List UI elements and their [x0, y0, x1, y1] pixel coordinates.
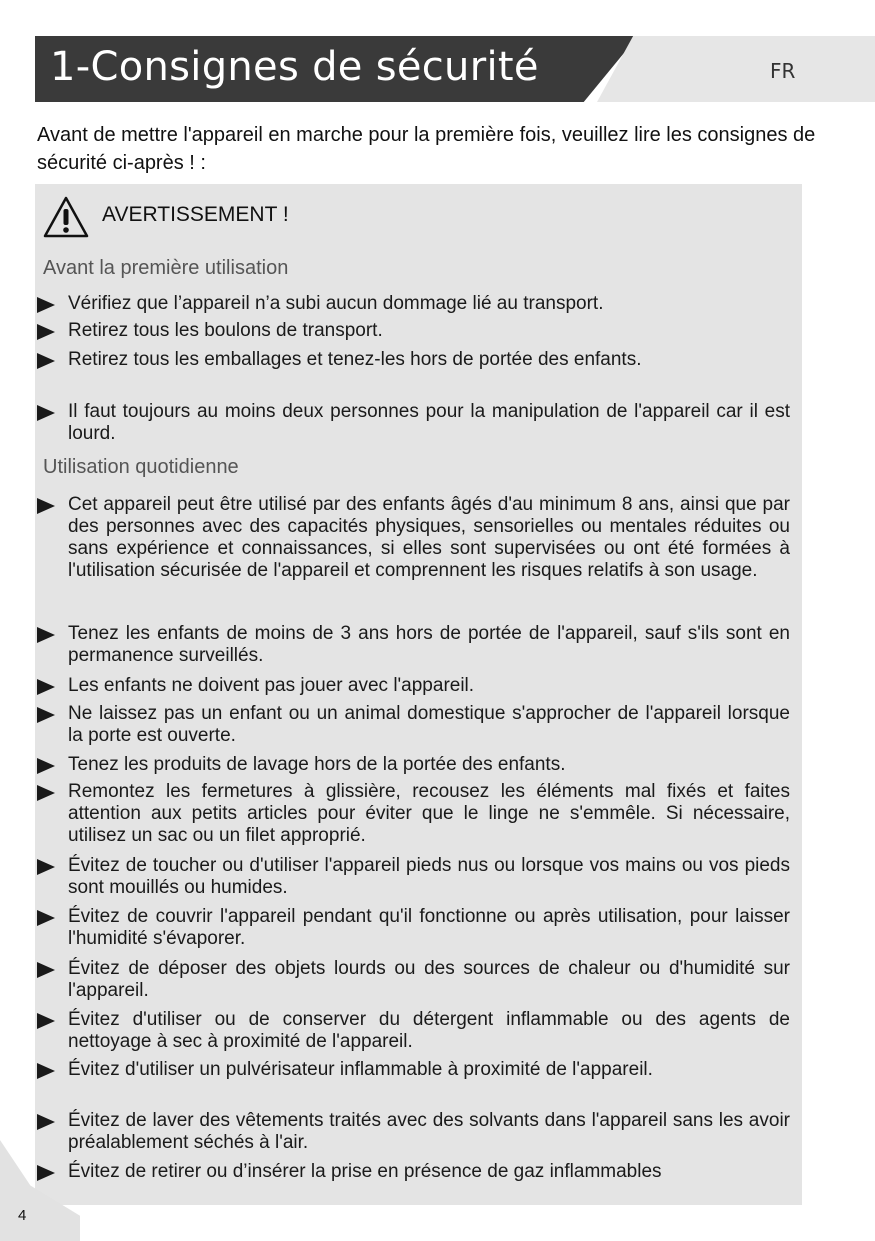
page-title: 1-Consignes de sécurité [50, 44, 539, 90]
bullet-arrow-icon [37, 353, 55, 369]
section-title: Avant la première utilisation [43, 257, 289, 279]
list-item: Tenez les produits de lavage hors de la portée des enfants. [37, 754, 790, 776]
intro-text: Avant de mettre l'appareil en marche pour la première fois, veuillez lire les consignes de sécurité ci-après ! : [37, 124, 816, 174]
bullet-arrow-icon [37, 910, 55, 926]
list-item: Ne laissez pas un enfant ou un animal domestique s'approcher de l'appareil lorsque la porte est ouverte. [37, 703, 790, 747]
list-item: Vérifiez que l’appareil n’a subi aucun dommage lié au transport. [37, 293, 790, 315]
list-item: Évitez de retirer ou d’insérer la prise en présence de gaz inflammables [37, 1161, 790, 1183]
bullet-arrow-icon [37, 405, 55, 421]
bullet-arrow-icon [37, 1063, 55, 1079]
list-item: Cet appareil peut être utilisé par des enfants âgés d'au minimum 8 ans, ainsi que par des personnes avec des capacités physiques, sensorielles ou mentales réduites ou sans expérience et connaissances, si elles sont supervisées ou ont été formées à l'utilisation sécurisée de l'appareil et comprennent les risques relatifs à son usage. [37, 494, 790, 582]
language-label: FR [770, 59, 796, 83]
bullet-arrow-icon [37, 707, 55, 723]
warning-triangle-icon [42, 195, 90, 239]
bullet-arrow-icon [37, 679, 55, 695]
bullet-arrow-icon [37, 785, 55, 801]
bullet-arrow-icon [37, 297, 55, 313]
bullet-arrow-icon [37, 324, 55, 340]
list-item: Les enfants ne doivent pas jouer avec l'appareil. [37, 675, 790, 697]
bullet-arrow-icon [37, 627, 55, 643]
bullet-arrow-icon [37, 758, 55, 774]
list-item: Tenez les enfants de moins de 3 ans hors de portée de l'appareil, sauf s'ils sont en permanence surveillés. [37, 623, 790, 667]
list-item: Il faut toujours au moins deux personnes pour la manipulation de l'appareil car il est lourd. [37, 401, 790, 445]
list-item: Évitez de toucher ou d'utiliser l'appareil pieds nus ou lorsque vos mains ou vos pieds sont mouillés ou humides. [37, 855, 790, 899]
bullet-arrow-icon [37, 1013, 55, 1029]
bullet-arrow-icon [37, 498, 55, 514]
bullet-arrow-icon [37, 1114, 55, 1130]
list-item: Retirez tous les emballages et tenez-les hors de portée des enfants. [37, 349, 790, 371]
language-tab [597, 36, 875, 102]
list-item: Évitez de couvrir l'appareil pendant qu'il fonctionne ou après utilisation, pour laisser l'humidité s'évaporer. [37, 906, 790, 950]
list-item: Remontez les fermetures à glissière, recousez les éléments mal fixés et faites attention aux petits articles pour éviter que le linge ne s'emmêle. Si nécessaire, utilisez un sac ou un filet approprié. [37, 781, 790, 847]
list-item: Évitez de laver des vêtements traités avec des solvants dans l'appareil sans les avoir préalablement séchés à l'air. [37, 1110, 790, 1154]
section-title: Utilisation quotidienne [43, 456, 239, 478]
bullet-arrow-icon [37, 962, 55, 978]
bullet-arrow-icon [37, 859, 55, 875]
list-item: Retirez tous les boulons de transport. [37, 320, 790, 342]
page-number: 4 [18, 1207, 27, 1224]
list-item: Évitez d'utiliser un pulvérisateur inflammable à proximité de l'appareil. [37, 1059, 790, 1081]
warning-label: AVERTISSEMENT ! [102, 203, 289, 226]
list-item: Évitez de déposer des objets lourds ou des sources de chaleur ou d'humidité sur l'appareil. [37, 958, 790, 1002]
list-item: Évitez d'utiliser ou de conserver du détergent inflammable ou des agents de nettoyage à sec à proximité de l'appareil. [37, 1009, 790, 1053]
bullet-arrow-icon [37, 1165, 55, 1181]
